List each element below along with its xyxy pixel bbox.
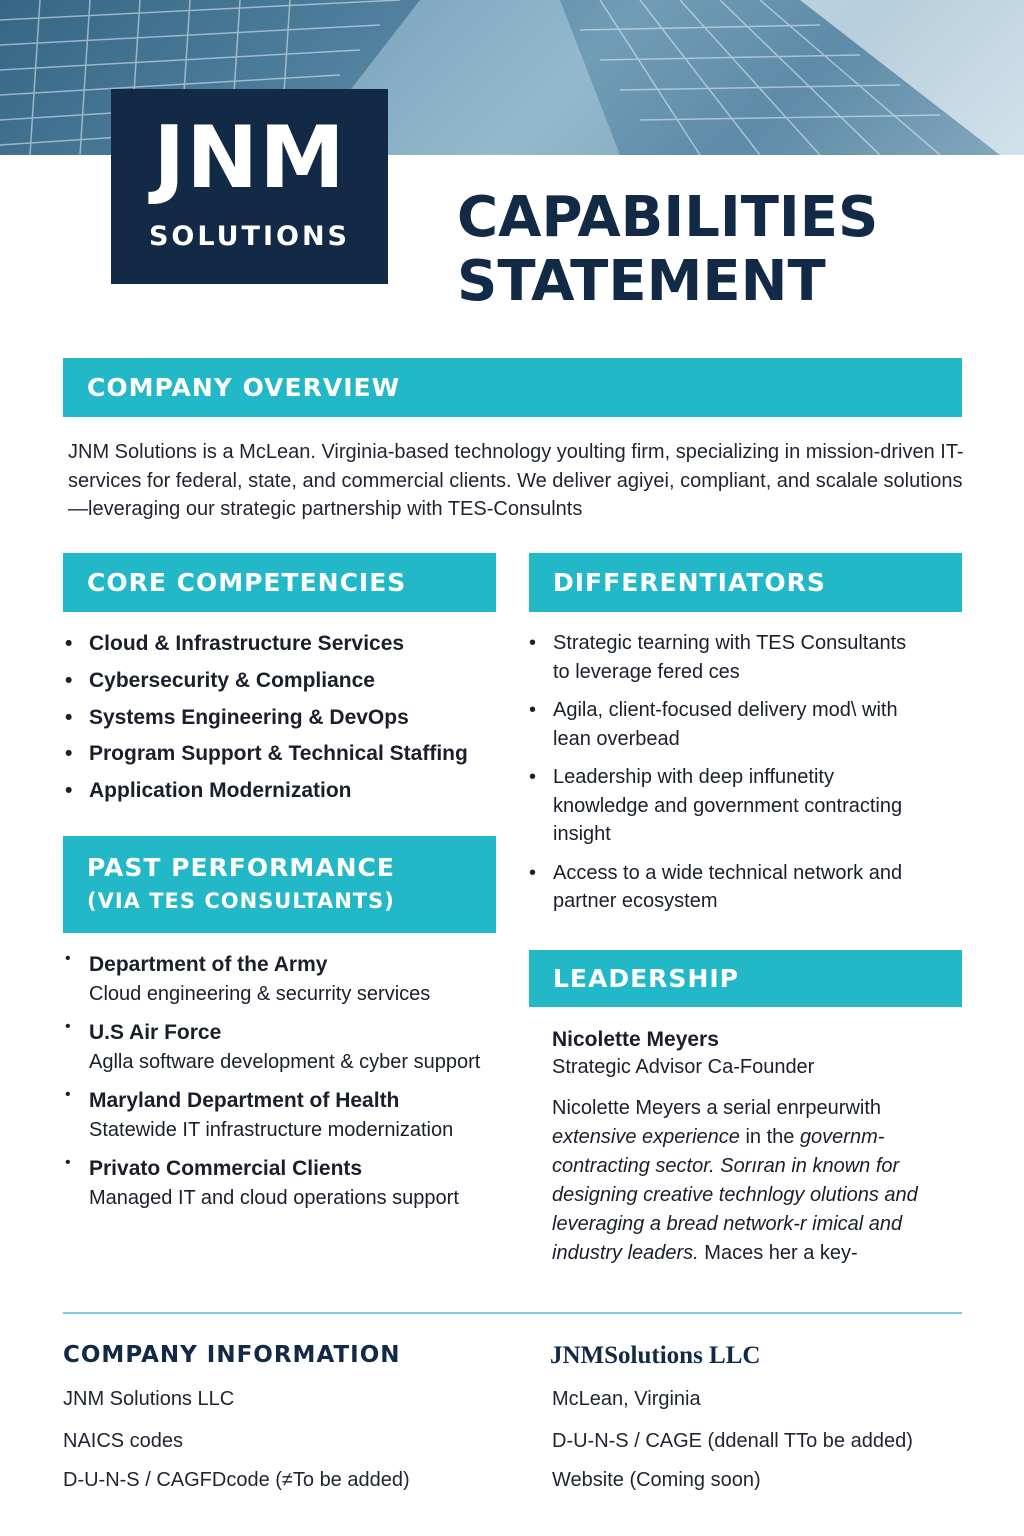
core-competencies-heading: CORE COMPETENCIES: [63, 553, 496, 612]
document-title: [457, 186, 878, 314]
leader-name: Nicolette Meyers: [552, 1028, 719, 1051]
client-description: Managed IT and cloud operations support: [89, 1187, 459, 1209]
list-item: • Program Support & Technical Staffing: [63, 736, 503, 773]
list-item: • Agila, client-focused delivery mod\ with lean overbead: [527, 696, 927, 753]
bio-text-italic: governm-contracting sector. Sorıran in known for designing creative technlogy olutions and leveraging a bread network-r imical and industry leaders.: [552, 1126, 918, 1264]
info-company-name: JNM Solutions LLC: [63, 1388, 235, 1410]
past-performance-list: [63, 950, 503, 1222]
leader-role: Strategic Advisor Ca-Founder: [552, 1056, 815, 1078]
list-item: • Access to a wide technical network and partner ecosystem: [527, 859, 927, 916]
list-item: • Strategic tearning with TES Consultants to leverage fered ces: [527, 629, 927, 686]
list-item: [63, 1086, 503, 1144]
list-item: • Cloud & Infrastructure Services: [63, 626, 503, 663]
client-description: Cloud engineering & securrity services: [89, 983, 431, 1005]
bio-text: Maces her a key-: [698, 1242, 858, 1264]
list-item: [63, 950, 503, 1008]
list-item: • Cybersecurity & Compliance: [63, 663, 503, 700]
info-duns-cage-right: D-U-N-S / CAGE (ddenall TTo be added): [552, 1430, 913, 1452]
list-item: [63, 1154, 503, 1212]
leader-bio: [552, 1094, 962, 1268]
title-line-1: CAPABILITIES: [457, 185, 879, 250]
info-website: Website (Coming soon): [552, 1469, 761, 1491]
client-name: • Privato Commercial Clients: [89, 1157, 363, 1180]
logo-main-text: JNM: [153, 108, 346, 208]
list-item: • Systems Engineering & DevOps: [63, 700, 503, 737]
leadership-heading: LEADERSHIP: [529, 950, 962, 1007]
company-legal-name: JNMSolutions LLC: [550, 1342, 761, 1369]
info-naics: NAICS codes: [63, 1430, 184, 1452]
title-line-2: STATEMENT: [457, 249, 826, 314]
company-logo: [111, 89, 388, 284]
list-item: • Leadership with deep inffunetity knowledge and government contracting insight: [527, 763, 927, 849]
client-description: Statewide IT infrastructure modernization: [89, 1119, 454, 1141]
list-item: • Application Modernization: [63, 773, 503, 810]
info-location: McLean, Virginia: [552, 1388, 701, 1410]
section-divider: [63, 1312, 962, 1314]
client-name: • U.S Air Force: [89, 1021, 222, 1044]
past-performance-heading: [63, 836, 496, 933]
differentiators-list: [527, 629, 927, 926]
company-overview-heading: COMPANY OVERVIEW: [63, 358, 962, 417]
differentiators-heading: DIFFERENTIATORS: [529, 553, 962, 612]
core-competencies-list: [63, 626, 503, 810]
list-item: [63, 1018, 503, 1076]
bio-text: in the: [739, 1126, 800, 1148]
company-information-heading: COMPANY INFORMATION: [63, 1342, 401, 1368]
client-description: Aglla software development & cyber support: [89, 1051, 481, 1073]
past-performance-subtitle: (VIA TES CONSULTANTS): [87, 889, 395, 913]
company-overview-text: JNM Solutions is a McLean. Virginia-based technology youlting firm, specializing in mission-driven IT-services for federal, state, and commercial clients. We deliver agiyei, compliant, and scalale solutions—leveraging our strategic partnership with TES-Consulnts: [68, 441, 964, 520]
past-performance-title: PAST PERFORMANCE: [87, 853, 395, 882]
client-name: • Department of the Army: [89, 953, 328, 976]
bio-text: Nicolette Meyers a serial enrpeurwith: [552, 1097, 882, 1119]
bio-text-italic: extensive experience: [552, 1126, 740, 1148]
info-duns-cage: D-U-N-S / CAGFDcode (≠To be added): [63, 1469, 410, 1491]
logo-sub-text: SOLUTIONS: [148, 221, 351, 252]
client-name: • Maryland Department of Health: [89, 1089, 400, 1112]
